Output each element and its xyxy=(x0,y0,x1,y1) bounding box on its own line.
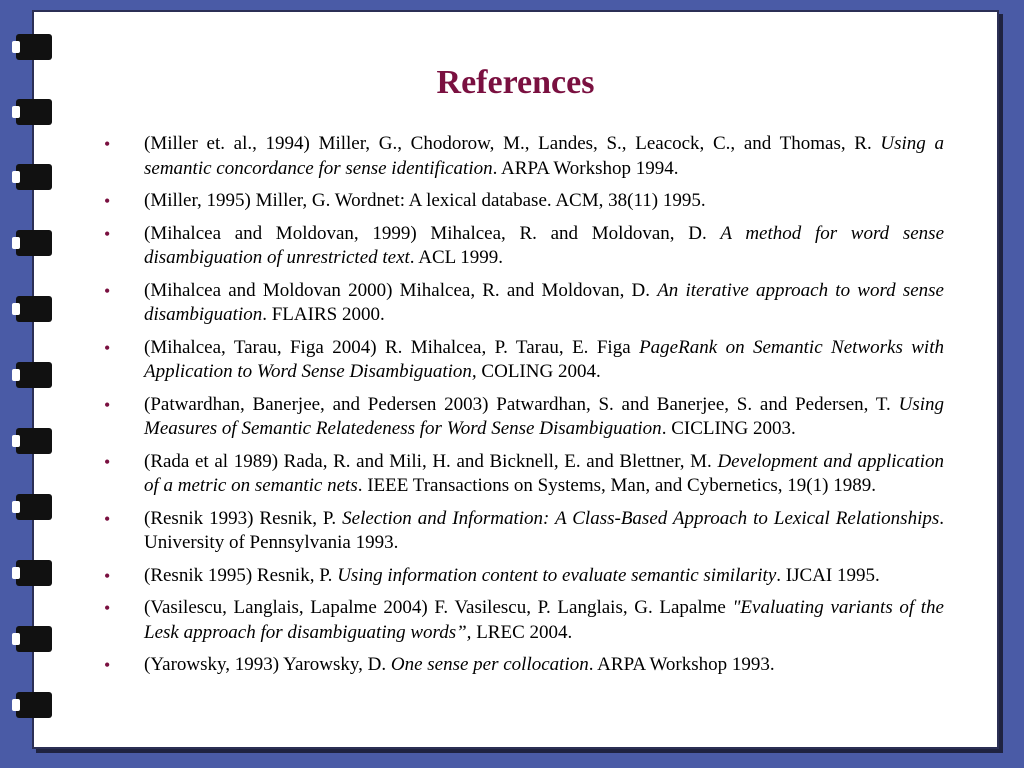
bullet-icon: • xyxy=(104,451,111,472)
bullet-icon: • xyxy=(104,598,111,618)
reference-authors: (Vasilescu, Langlais, Lapalme 2004) F. Vasilescu, P. Langlais, G. Lapalme xyxy=(144,597,733,618)
reference-item xyxy=(104,450,944,499)
reference-title: One sense per collocation xyxy=(390,654,589,675)
page-title: References xyxy=(436,64,595,101)
reference-venue: COLING 2004. xyxy=(476,361,601,382)
notebook-ring-icon xyxy=(16,560,52,586)
reference-venue: . ACL 1999. xyxy=(409,247,504,268)
reference-authors: (Resnik 1995) Resnik, P. xyxy=(144,564,338,586)
reference-item xyxy=(104,279,944,328)
reference-item xyxy=(104,596,944,645)
notebook-binding xyxy=(0,0,60,768)
reference-item xyxy=(104,189,944,214)
reference-title: Development and application of a metric on semantic nets xyxy=(144,450,945,496)
reference-title: Using information content to evaluate semantic similarity xyxy=(337,564,777,586)
notebook-ring-icon xyxy=(16,692,52,718)
bullet-icon: • xyxy=(104,394,111,415)
reference-title: A method for word sense disambiguation of unrestricted text xyxy=(144,222,945,268)
reference-item xyxy=(104,336,944,385)
notebook-ring-icon xyxy=(16,34,52,60)
bullet-icon: • xyxy=(104,655,111,675)
bullet-icon: • xyxy=(104,337,111,358)
notebook-ring-icon xyxy=(16,164,52,190)
bullet-icon: • xyxy=(104,280,111,301)
notebook-ring-icon xyxy=(16,99,52,125)
notebook-ring-icon xyxy=(16,626,52,652)
reference-venue: . FLAIRS 2000. xyxy=(262,304,385,325)
reference-authors: (Mihalcea, Tarau, Figa 2004) R. Mihalcea, P. Tarau, E. Figa xyxy=(144,336,640,358)
reference-title: PageRank on Semantic Networks with Application to Word Sense Disambiguation, xyxy=(144,336,944,382)
reference-item xyxy=(104,653,944,678)
reference-authors: (Miller, 1995) Miller, G. Wordnet: A lexical database. ACM, 38(11) 1995. xyxy=(144,190,706,211)
bullet-icon: • xyxy=(104,191,111,211)
reference-title: Using Measures of Semantic Relatedeness for Word Sense Disambiguation xyxy=(144,393,944,439)
reference-authors: (Resnik 1993) Resnik, P. xyxy=(144,507,343,529)
bullet-icon: • xyxy=(104,223,111,244)
reference-authors: (Miller et. al., 1994) Miller, G., Chodorow, M., Landes, S., Leacock, C., and Thomas, R. xyxy=(144,133,881,154)
reference-item xyxy=(104,507,944,556)
reference-item xyxy=(104,564,944,589)
reference-authors: (Mihalcea and Moldovan, 1999) Mihalcea, R. and Moldovan, D. xyxy=(144,222,721,244)
reference-title: Using a semantic concordance for sense identification xyxy=(144,133,944,179)
reference-item xyxy=(104,222,944,271)
slide-page xyxy=(32,10,999,749)
reference-authors: (Mihalcea and Moldovan 2000) Mihalcea, R. and Moldovan, D. xyxy=(144,279,658,301)
reference-venue: . ARPA Workshop 1994. xyxy=(492,157,679,179)
notebook-ring-icon xyxy=(16,296,52,322)
reference-list xyxy=(104,132,944,686)
reference-authors: (Patwardhan, Banerjee, and Pedersen 2003) Patwardhan, S. and Banerjee, S. and Pedersen, T. xyxy=(144,393,899,415)
reference-venue: . ARPA Workshop 1993. xyxy=(588,654,775,675)
reference-venue: . IJCAI 1995. xyxy=(776,564,880,586)
reference-venue: . CICLING 2003. xyxy=(661,418,796,439)
reference-item xyxy=(104,393,944,442)
bullet-icon: • xyxy=(104,565,111,586)
notebook-ring-icon xyxy=(16,230,52,256)
reference-venue: . University of Pennsylvania 1993. xyxy=(144,507,944,553)
reference-venue: LREC 2004. xyxy=(471,621,573,643)
notebook-ring-icon xyxy=(16,428,52,454)
reference-venue: . IEEE Transactions on Systems, Man, and Cybernetics, 19(1) 1989. xyxy=(357,475,876,496)
bullet-icon: • xyxy=(104,134,111,154)
reference-title: An iterative approach to word sense disambiguation xyxy=(144,279,944,325)
notebook-ring-icon xyxy=(16,362,52,388)
notebook-ring-icon xyxy=(16,494,52,520)
reference-authors: (Rada et al 1989) Rada, R. and Mili, H. and Bicknell, E. and Blettner, M. xyxy=(144,450,718,472)
reference-title: Selection and Information: A Class-Based Approach to Lexical Relationships xyxy=(342,507,940,529)
reference-title: "Evaluating variants of the Lesk approach for disambiguating words”, xyxy=(144,597,944,643)
reference-authors: (Yarowsky, 1993) Yarowsky, D. xyxy=(144,654,391,675)
bullet-icon: • xyxy=(104,508,111,529)
reference-item xyxy=(104,132,944,181)
